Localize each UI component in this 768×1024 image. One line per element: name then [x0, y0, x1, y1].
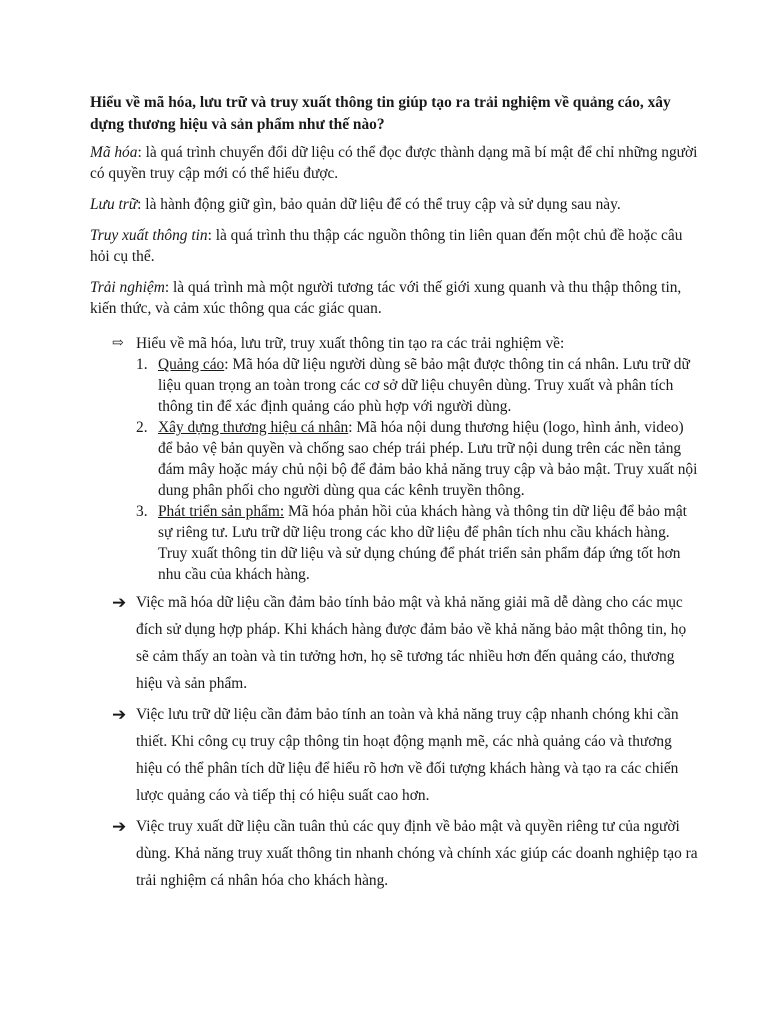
- list-item: [136, 417, 698, 501]
- list-item: [136, 501, 698, 585]
- definition-text: : là hành động giữ gìn, bảo quản dữ liệu để có thể truy cập và sử dụng sau này.: [137, 196, 621, 213]
- hollow-arrow-icon: ⇨: [112, 336, 124, 351]
- definition-trai-nghiem: [90, 277, 698, 319]
- definition-term: Trải nghiệm: [90, 279, 165, 296]
- document-title: Hiểu về mã hóa, lưu trữ và truy xuất thông tin giúp tạo ra trải nghiệm về quảng cáo, xây dựng thương hiệu và sản phẩm như thế nào?: [90, 94, 671, 133]
- definition-text: : là quá trình thu thập các nguồn thông tin liên quan đến một chủ đề hoặc câu hỏi cụ thể.: [90, 227, 683, 265]
- definition-term: Truy xuất thông tin: [90, 227, 208, 244]
- list-number: 2.: [136, 419, 148, 436]
- definition-text: : là quá trình mà một người tương tác với thế giới xung quanh và thu thập thông tin, kiến thức, và cảm xúc thông qua các giác quan.: [90, 279, 682, 317]
- list-number: 1.: [136, 356, 148, 373]
- list-item: [136, 354, 698, 417]
- list-item-heading: Quảng cáo: [158, 356, 225, 373]
- arrow-right-icon: ➔: [112, 705, 127, 724]
- arrow-right-icon: ➔: [112, 817, 127, 836]
- arrow-right-icon: ➔: [112, 593, 127, 612]
- definition-luu-tru: [90, 194, 698, 215]
- list-item-text: : Mã hóa dữ liệu người dùng sẽ bảo mật được thông tin cá nhân. Lưu trữ dữ liệu quan trọng an toàn trong các cơ sở dữ liệu chuyên dùng. Truy xuất và phân tích thông tin để xác định quảng cáo phù hợp với người dùng.: [158, 356, 690, 415]
- intro-text: Hiểu về mã hóa, lưu trữ, truy xuất thông tin tạo ra các trải nghiệm về:: [136, 335, 565, 352]
- list-item-body: [158, 417, 698, 501]
- definition-ma-hoa: [90, 142, 698, 184]
- list-item-heading: Xây dựng thương hiệu cá nhân: [158, 419, 349, 436]
- bullet-text: Việc mã hóa dữ liệu cần đảm bảo tính bảo mật và khả năng giải mã dễ dàng cho các mục đích sử dụng hợp pháp. Khi khách hàng được đảm bảo về khả năng bảo mật thông tin, họ sẽ cảm thấy an toàn và tin tưởng hơn, họ sẽ tương tác nhiều hơn đến quảng cáo, thương hiệu và sản phẩm.: [136, 594, 687, 692]
- bullet-luu-tru: [112, 701, 698, 809]
- definition-text: : là quá trình chuyển đổi dữ liệu có thể đọc được thành dạng mã bí mật để chỉ những người có quyền truy cập mới có thể hiểu được.: [90, 144, 698, 182]
- bullet-text: Việc truy xuất dữ liệu cần tuân thủ các quy định về bảo mật và quyền riêng tư của người dùng. Khả năng truy xuất thông tin nhanh chóng và chính xác giúp các doanh nghiệp tạo ra trải nghiệm cá nhân hóa cho khách hàng.: [136, 818, 698, 889]
- bullet-text: Việc lưu trữ dữ liệu cần đảm bảo tính an toàn và khả năng truy cập nhanh chóng khi cần thiết. Khi công cụ truy cập thông tin hoạt động mạnh mẽ, các nhà quảng cáo và thương hiệu có thể phân tích dữ liệu để hiểu rõ hơn về đối tượng khách hàng và tạo ra các chiến lược quảng cáo và tiếp thị có hiệu suất cao hơn.: [136, 706, 679, 804]
- definition-term: Mã hóa: [90, 144, 138, 161]
- list-number: 3.: [136, 503, 148, 520]
- list-item-heading: Phát triển sản phẩm:: [158, 503, 285, 520]
- bullet-truy-xuat: [112, 813, 698, 894]
- definition-term: Lưu trữ: [90, 196, 138, 213]
- list-item-text: : Mã hóa nội dung thương hiệu (logo, hình ảnh, video) để bảo vệ bản quyền và chống sao chép trái phép. Lưu trữ nội dung trên các nền tảng đám mây hoặc máy chủ nội bộ để đảm bảo khả năng truy cập và bảo mật. Truy xuất nội dung phân phối cho người dùng qua các kênh truyền thông.: [158, 419, 698, 499]
- numbered-list: [136, 354, 698, 585]
- list-item-body: [158, 501, 698, 585]
- bullet-ma-hoa: [112, 589, 698, 697]
- intro-line: [112, 333, 698, 354]
- list-item-text: Mã hóa phản hồi của khách hàng và thông tin dữ liệu để bảo mật sự riêng tư. Lưu trữ dữ liệu trong các kho dữ liệu để phân tích nhu cầu khách hàng. Truy xuất thông tin dữ liệu và sử dụng chúng để phát triển sản phẩm đáp ứng tốt hơn nhu cầu của khách hàng.: [158, 503, 687, 583]
- list-item-body: [158, 354, 698, 417]
- definition-truy-xuat: [90, 225, 698, 267]
